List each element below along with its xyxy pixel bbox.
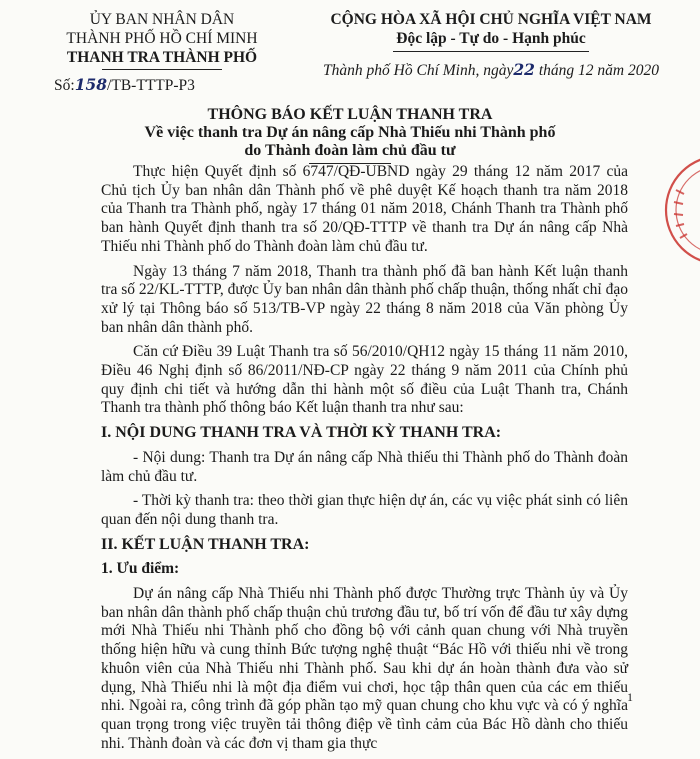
document-subject-line-1: Về việc thanh tra Dự án nâng cấp Nhà Thiếu nhi Thành phố (144, 124, 556, 141)
subsection-heading-advantages: 1. Ưu điểm: (101, 560, 180, 578)
section-heading-1: I. NỘI DUNG THANH TRA VÀ THỜI KỲ THANH TRA: (101, 424, 502, 442)
page-number: 1 (627, 690, 633, 704)
paragraph-content: - Nội dung: Thanh tra Dự án nâng cấp Nhà thiếu thi Thành phố do Thành đoàn làm chủ đầu tư. (101, 448, 628, 485)
date-day: 22 (513, 60, 535, 79)
national-motto-block (306, 10, 676, 52)
national-motto: Độc lập - Tự do - Hạnh phúc (396, 30, 586, 47)
paragraph-legal-basis: Căn cứ Điều 39 Luật Thanh tra số 56/2010/QH12 ngày 15 tháng 11 năm 2010, Điều 46 Nghị định số 86/2011/NĐ-CP ngày 22 tháng 9 năm 2011 của Chính phủ quy định chi tiết và hướng dẫn thi hành một số điều của Luật Thanh tra, Chánh Thanh tra thành phố thông báo Kết luận thanh tra như sau: (101, 343, 628, 417)
place-date (306, 60, 676, 80)
issuer-line-2: THÀNH PHỐ HỒ CHÍ MINH (66, 30, 258, 47)
issuer-underline (102, 69, 222, 70)
document-number-suffix: /TB-TTTP-P3 (107, 77, 195, 94)
document-title-block (80, 106, 620, 164)
red-seal-stamp (662, 150, 700, 270)
issuer-line-1: ỦY BAN NHÂN DÂN (89, 11, 235, 28)
document-number (54, 75, 195, 95)
issuer-line-3: THANH TRA THÀNH PHỐ (66, 49, 258, 66)
paragraph-advantages: Dự án nâng cấp Nhà Thiếu nhi Thành phố được Thường trực Thành ủy và Ủy ban nhân dân thành phố chấp thuận chủ trương đầu tư, bố trí vốn để đầu tư xây dựng mới Nhà Thiếu nhi Thành phố cho đồng bộ với cảnh quan chung với Nhà truyền thống hiện hữu và cung thỉnh Bức tượng nghệ thuật “Bác Hồ với thiếu nhi về trong khuôn viên của Nhà Thiếu nhi Thành phố. Sau khi dự án hoàn thành đưa vào sử dụng, Nhà Thiếu nhi là một địa điểm vui chơi, học tập thân quen của các em thiếu nhi. Ngoài ra, công trình đã góp phần tạo mỹ quan chung cho khu vực và có ý nghĩa quan trọng trong việc truyền tải thông điệp về tình cảm của Bác Hồ dành cho thiếu nhi. Thành đoàn và các đơn vị tham gia thực (101, 585, 628, 752)
document-body (101, 163, 628, 759)
paragraph-conclusion-issued: Ngày 13 tháng 7 năm 2018, Thanh tra thành phố đã ban hành Kết luận thanh tra số 22/KL-TTTP, được Ủy ban nhân dân thành phố chấp thuận, thống nhất chỉ đạo xử lý tại Thông báo số 513/TB-VP ngày 22 tháng 8 năm 2018 của Văn phòng Ủy ban nhân dân thành phố. (101, 262, 628, 336)
section-heading-2: II. KẾT LUẬN THANH TRA: (101, 535, 310, 553)
document-subject-line-2: do Thành đoàn làm chủ đầu tư (244, 142, 456, 159)
national-title: CỘNG HÒA XÃ HỘI CHỦ NGHĨA VIỆT NAM (330, 11, 652, 28)
date-prefix: Thành phố Hồ Chí Minh, ngày (323, 62, 514, 79)
document-number-prefix: Số: (54, 77, 75, 94)
issuer-block (36, 10, 288, 70)
document-title: THÔNG BÁO KẾT LUẬN THANH TRA (207, 106, 493, 123)
date-suffix: tháng 12 năm 2020 (538, 62, 659, 79)
paragraph-decision: Thực hiện Quyết định số 6747/QĐ-UBND ngày 29 tháng 12 năm 2017 của Chủ tịch Ủy ban nhân dân Thành phố về phê duyệt Kế hoạch thanh tra năm 2018 của Thanh tra Thành phố, ngày 17 tháng 01 năm 2018, Chánh Thanh tra Thành phố ban hành Quyết định thanh tra số 20/QĐ-TTTP về thanh tra Dự án nâng cấp Nhà Thiếu nhi Thành phố do Thành đoàn làm chủ đầu tư. (101, 163, 628, 255)
motto-underline (393, 51, 589, 52)
document-number-value: 158 (74, 75, 108, 94)
paragraph-period: - Thời kỳ thanh tra: theo thời gian thực hiện dự án, các vụ việc phát sinh có liên quan đến nội dung thanh tra. (101, 492, 628, 528)
